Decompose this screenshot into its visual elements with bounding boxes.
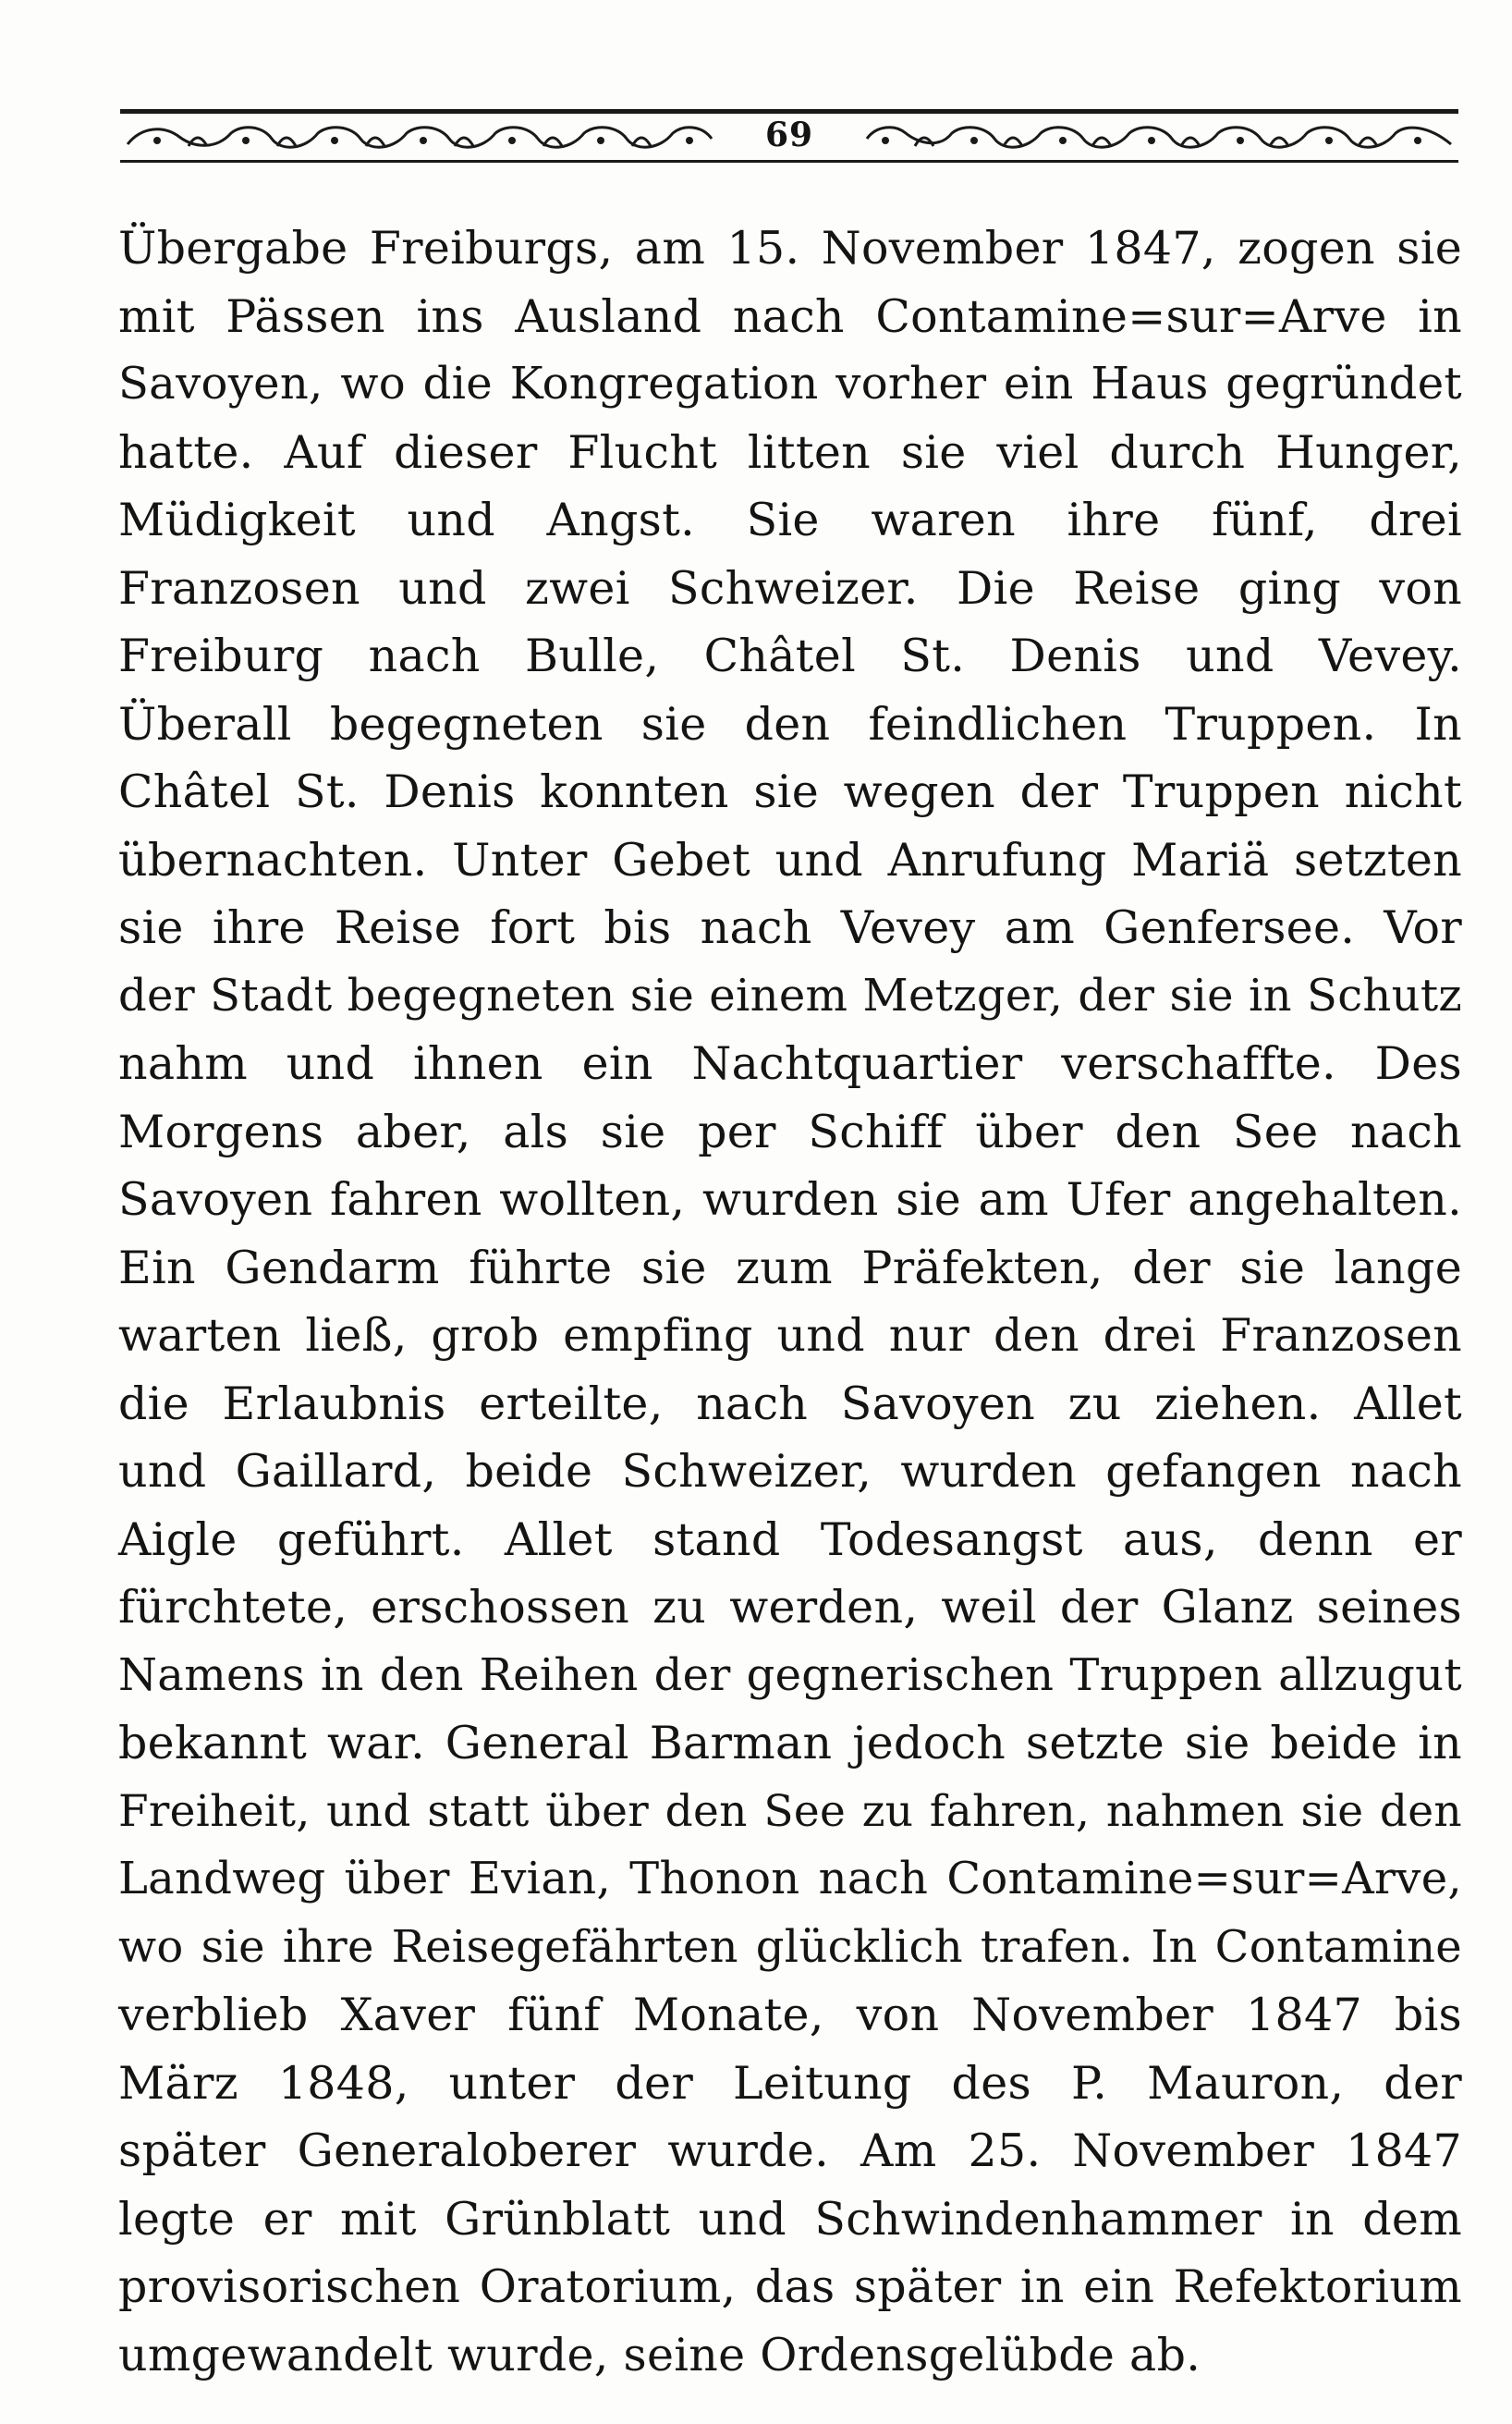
text-line: warten ließ, grob empfing und nur den drei Franzosen: [118, 1309, 1462, 1362]
text-line: bekannt war. General Barman jedoch setzte sie beide in: [118, 1717, 1462, 1769]
text-line: Übergabe Freiburgs, am 15. November 1847, zogen sie: [118, 222, 1462, 275]
page-number: 69: [764, 116, 814, 154]
text-line: provisorischen Oratorium, das später in ein Refektorium: [118, 2260, 1462, 2313]
header-rule-bottom: [120, 160, 1458, 163]
text-line: übernachten. Unter Gebet und Anrufung Mariä setzten: [118, 833, 1462, 887]
text-line: Überall begegneten sie den feindlichen Truppen. In: [118, 697, 1462, 751]
body-paragraph: [118, 214, 1462, 2389]
text-line: der Stadt begegneten sie einem Metzger, der sie in Schutz: [118, 969, 1462, 1022]
text-line: verblieb Xaver fünf Monate, von November 1847 bis: [118, 1989, 1462, 2041]
text-line: legte er mit Grünblatt und Schwindenhammer in dem: [118, 2192, 1462, 2246]
text-line: sie ihre Reise fort bis nach Vevey am Genfersee. Vor: [118, 901, 1462, 954]
text-line: nahm und ihnen ein Nachtquartier verschaffte. Des: [118, 1037, 1462, 1090]
text-line: und Gaillard, beide Schweizer, wurden gefangen nach: [118, 1445, 1462, 1498]
text-line: Franzosen und zwei Schweizer. Die Reise ging von: [118, 561, 1462, 615]
text-line: Châtel St. Denis konnten sie wegen der Truppen nicht: [118, 765, 1462, 818]
ornament-right-icon: [863, 122, 1455, 152]
text-line: mit Pässen ins Ausland nach Contamine=sur=Arve in: [118, 289, 1462, 343]
text-line: Namens in den Reihen der gegnerischen Truppen allzugut: [118, 1648, 1462, 1701]
text-line: umgewandelt wurde, seine Ordensgelübde ab.: [118, 2328, 1201, 2381]
text-line: März 1848, unter der Leitung des P. Mauron, der: [118, 2056, 1462, 2110]
text-line: Freiburg nach Bulle, Châtel St. Denis und Vevey.: [118, 630, 1462, 682]
text-line: hatte. Auf dieser Flucht litten sie viel durch Hunger,: [118, 425, 1462, 479]
text-line: Aigle geführt. Allet stand Todesangst aus, denn er: [118, 1512, 1462, 1566]
text-line: Ein Gendarm führte sie zum Präfekten, der sie lange: [118, 1241, 1462, 1294]
text-line: Savoyen fahren wollten, wurden sie am Ufer angehalten.: [118, 1173, 1462, 1226]
text-line: Morgens aber, als sie per Schiff über den See nach: [118, 1105, 1462, 1158]
text-line: wo sie ihre Reisegefährten glücklich trafen. In Contamine: [118, 1920, 1462, 1973]
text-line: Müdigkeit und Angst. Sie waren ihre fünf, drei: [118, 494, 1462, 546]
text-line: später Generaloberer wurde. Am 25. November 1847: [118, 2124, 1462, 2177]
text-line: fürchtete, erschossen zu werden, weil der Glanz seines: [118, 1581, 1462, 1634]
text-line: Landweg über Evian, Thonon nach Contamine=sur=Arve,: [118, 1853, 1462, 1904]
header-rule-top: [120, 109, 1458, 114]
text-line: die Erlaubnis erteilte, nach Savoyen zu ziehen. Allet: [118, 1377, 1462, 1430]
text-line: Freiheit, und statt über den See zu fahren, nahmen sie den: [118, 1785, 1462, 1837]
text-line: Savoyen, wo die Kongregation vorher ein Haus gegründet: [118, 358, 1462, 410]
page-header: [120, 109, 1458, 163]
